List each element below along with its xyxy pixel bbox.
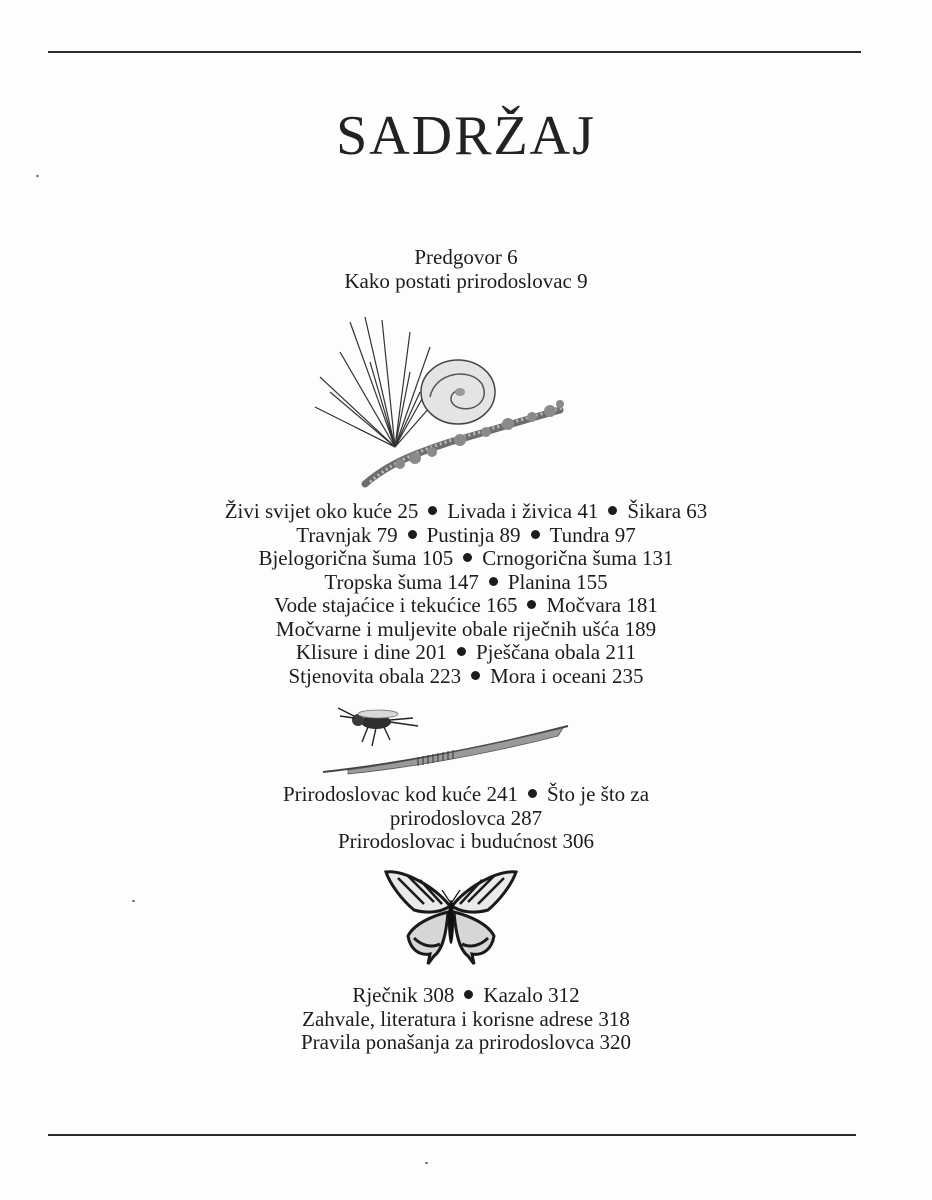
- toc-entry: Travnjak 79: [296, 522, 398, 547]
- insect-feather-illustration: [318, 700, 573, 780]
- end-entries: [0, 984, 932, 1055]
- toc-entry: Rječnik 308: [352, 983, 455, 1007]
- habitat-entries: [0, 500, 932, 688]
- scan-speck: [132, 900, 135, 902]
- toc-line: [0, 830, 932, 854]
- toc-entry: Pješčana obala 211: [475, 640, 637, 664]
- toc-line: [0, 665, 932, 689]
- toc-line: [0, 984, 932, 1008]
- toc-entry: Što je što za: [546, 782, 650, 806]
- toc-entry: Vode stajaćice i tekućice 165: [274, 593, 518, 617]
- toc-entry: prirodoslovca 287: [389, 805, 543, 830]
- toc-entry-how-to-become: Kako postati prirodoslovac 9: [344, 268, 588, 293]
- toc-entry: Tundra 97: [549, 522, 636, 547]
- toc-entry: Močvara 181: [546, 593, 658, 617]
- toc-line: [0, 500, 932, 524]
- scan-speck: [425, 1162, 428, 1164]
- pine-twig-snail-shell-illustration: [310, 312, 575, 492]
- toc-entry: Tropska šuma 147: [324, 569, 479, 594]
- toc-line: [0, 618, 932, 642]
- toc-entry: Klisure i dine 201: [295, 640, 447, 664]
- top-rule: [48, 51, 861, 53]
- toc-entry: Prirodoslovac kod kuće 241: [282, 782, 518, 806]
- toc-line: [0, 1031, 932, 1055]
- toc-entry: Bjelogorična šuma 105: [258, 546, 454, 570]
- bullet-separator: [489, 577, 498, 586]
- toc-entry: Živi svijet oko kuće 25: [224, 499, 419, 523]
- toc-entry: Stjenovita obala 223: [288, 663, 462, 688]
- bullet-separator: [608, 506, 617, 515]
- toc-entry: Pravila ponašanja za prirodoslovca 320: [300, 1030, 632, 1054]
- toc-entry: Mora i oceani 235: [490, 663, 644, 688]
- toc-entry: Pustinja 89: [426, 522, 521, 547]
- bullet-separator: [531, 530, 540, 539]
- bullet-separator: [428, 506, 437, 515]
- toc-line: [0, 547, 932, 571]
- toc-entry: Prirodoslovac i budućnost 306: [337, 829, 595, 853]
- toc-line: [0, 641, 932, 665]
- toc-entry: Livada i živica 41: [447, 499, 599, 523]
- intro-entries: [0, 246, 932, 293]
- toc-entry: Močvarne i muljevite obale riječnih ušća 189: [275, 616, 657, 641]
- extra-entries: [0, 783, 932, 854]
- toc-line: [0, 807, 932, 831]
- toc-entry: Zahvale, literatura i korisne adrese 318: [302, 1006, 630, 1031]
- toc-line: [0, 1008, 932, 1032]
- toc-entry: Crnogorična šuma 131: [482, 546, 674, 570]
- bullet-separator: [457, 647, 466, 656]
- bullet-separator: [471, 671, 480, 680]
- toc-line: [0, 594, 932, 618]
- toc-line: [0, 524, 932, 548]
- bullet-separator: [527, 600, 536, 609]
- page-title: SADRŽAJ: [336, 104, 596, 167]
- bottom-rule: [48, 1134, 856, 1136]
- bullet-separator: [464, 990, 473, 999]
- bullet-separator: [463, 553, 472, 562]
- toc-entry: Kazalo 312: [483, 983, 580, 1007]
- bullet-separator: [528, 789, 537, 798]
- scan-speck: [36, 175, 39, 177]
- toc-line: [0, 783, 932, 807]
- toc-entry-preface: Predgovor 6: [414, 245, 518, 269]
- swallowtail-butterfly-illustration: [384, 866, 518, 966]
- toc-entry: Planina 155: [507, 569, 608, 594]
- bullet-separator: [408, 530, 417, 539]
- toc-line: [0, 571, 932, 595]
- toc-entry: Šikara 63: [627, 499, 708, 523]
